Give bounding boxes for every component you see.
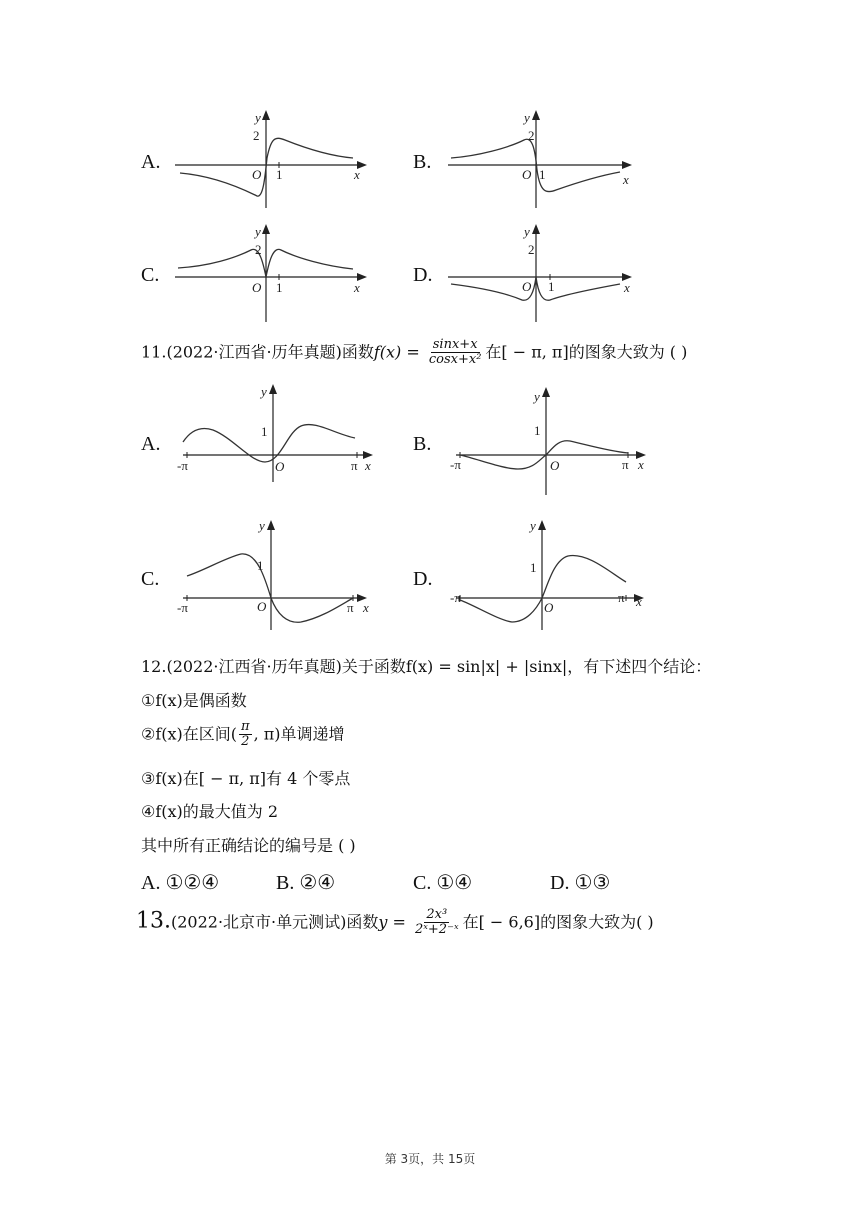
q11-option-d-letter[interactable]: D. <box>413 568 433 590</box>
q11-frac-num: sinx+x <box>432 337 478 352</box>
q10-option-a-letter[interactable]: A. <box>141 151 161 173</box>
q10-c-tick-y: 2 <box>255 242 262 257</box>
q12-source: (2022·江西省·历年真题) <box>166 657 342 676</box>
q10-graph-b <box>448 108 648 208</box>
q10-c-axis-x: x <box>354 280 360 295</box>
q12-choice-c[interactable]: C. ①④ <box>413 872 473 894</box>
q11-d-axis-y: y <box>530 518 536 533</box>
q11-a-axis-x: x <box>365 458 371 473</box>
q10-c-origin: O <box>252 280 262 295</box>
q13-frac-num: 2x³ <box>426 907 448 922</box>
q11-a-tick-y: 1 <box>261 424 268 439</box>
q11-d-curve <box>460 556 626 622</box>
q11-suffix: 在[ − π, π]的图象大致为 ( ) <box>485 342 688 362</box>
q12-statement-3: ③f(x)在[ − π, π]有 4 个零点 <box>141 769 351 788</box>
q11-a-origin: O <box>275 459 285 474</box>
q12-statement-1: ①f(x)是偶函数 <box>141 691 247 710</box>
q11-stem <box>141 338 687 368</box>
q12-stem-text: 关于函数f(x) = sin|x| + |sinx|，有下述四个结论： <box>341 657 712 676</box>
q11-c-axis-x: x <box>363 600 369 615</box>
q11-b-axis-x: x <box>638 457 644 472</box>
q11-c-axis-y: y <box>259 518 265 533</box>
q12-choice-d[interactable]: D. ①③ <box>550 872 611 894</box>
q10-a-tick-y: 2 <box>253 128 260 143</box>
q10-b-axis-y: y <box>524 110 530 125</box>
q10-b-tick-y: 2 <box>528 128 535 143</box>
q13-number: 13. <box>136 908 171 934</box>
q11-graph-a <box>175 382 385 482</box>
q10-graph-a <box>175 108 375 208</box>
page-footer: 第 3页，共 15页 <box>384 1152 476 1166</box>
q12-s2-fraction <box>239 720 252 750</box>
q13-frac-den: 2ˣ+2⁻ˣ <box>415 922 459 938</box>
q12-s2-den: 2 <box>241 734 250 750</box>
q11-d-right: π <box>618 590 625 605</box>
q11-b-right: π <box>622 457 629 472</box>
q12-ask: 其中所有正确结论的编号是 ( ) <box>141 836 356 855</box>
q11-a-axis-y: y <box>261 384 267 399</box>
q11-d-left: -π <box>450 590 461 605</box>
q11-option-a-letter[interactable]: A. <box>141 433 161 455</box>
q10-c-axis-y: y <box>255 224 261 239</box>
q10-d-axis-x: x <box>624 280 630 295</box>
q12-s2-num: π <box>241 719 250 734</box>
q11-b-left: -π <box>450 457 461 472</box>
q11-d-axis-x: x <box>636 594 642 609</box>
q11-option-b-letter[interactable]: B. <box>413 433 432 455</box>
q10-graph-c <box>175 222 375 322</box>
q11-c-left: -π <box>177 600 188 615</box>
q11-b-tick-y: 1 <box>534 423 541 438</box>
q10-d-origin: O <box>522 279 532 294</box>
q11-a-right: π <box>351 458 358 473</box>
q11-number: 11. <box>141 342 167 362</box>
q11-d-origin: O <box>544 600 554 615</box>
q10-a-tick-x: 1 <box>276 167 283 182</box>
q10-option-b-letter[interactable]: B. <box>413 151 432 173</box>
q11-fraction <box>427 338 484 368</box>
q10-d-axis-y: y <box>524 224 530 239</box>
q13-stem <box>136 908 654 938</box>
q12-stem <box>141 654 711 677</box>
q11-graph-d <box>448 518 658 630</box>
q11-a-left: -π <box>177 458 188 473</box>
q12-number: 12. <box>141 657 167 676</box>
q12-s2-post: , π)单调递增 <box>253 724 345 744</box>
q12-s2-pre: ②f(x)在区间( <box>141 724 238 744</box>
q11-c-right: π <box>347 600 354 615</box>
q10-a-axis-y: y <box>255 110 261 125</box>
q10-option-d-letter[interactable]: D. <box>413 264 433 286</box>
q12-statement-2 <box>141 720 345 750</box>
q10-d-tick-x: 1 <box>548 279 555 294</box>
q11-b-axis-y: y <box>534 389 540 404</box>
q11-option-c-letter[interactable]: C. <box>141 568 160 590</box>
q13-source: (2022·北京市·单元测试) <box>171 912 347 932</box>
q10-c-tick-x: 1 <box>276 280 283 295</box>
q10-d-tick-y: 2 <box>528 242 535 257</box>
q11-graph-c <box>175 518 385 630</box>
q11-func: f(x) = <box>373 342 420 362</box>
q13-func: y = <box>378 912 406 932</box>
q10-a-axis-x: x <box>354 167 360 182</box>
q10-option-c-letter[interactable]: C. <box>141 264 160 286</box>
q11-source: (2022·江西省·历年真题) <box>166 342 342 362</box>
q10-b-axis-x: x <box>623 172 629 187</box>
q13-suffix: 在[ − 6,6]的图象大致为( ) <box>462 912 654 932</box>
q12-statement-4: ④f(x)的最大值为 2 <box>141 802 279 821</box>
q13-prefix: 函数 <box>346 912 379 932</box>
q11-a-curve <box>183 425 355 462</box>
q12-choice-a[interactable]: A. ①②④ <box>141 872 220 894</box>
q12-choice-b[interactable]: B. ②④ <box>276 872 336 894</box>
q11-c-origin: O <box>257 599 267 614</box>
q11-c-curve <box>187 554 353 622</box>
q10-a-origin: O <box>252 167 262 182</box>
q10-b-tick-x: 1 <box>539 167 546 182</box>
q11-prefix: 函数 <box>341 342 374 362</box>
q11-frac-den: cosx+x² <box>428 352 482 368</box>
q10-graph-d <box>448 222 648 322</box>
q11-b-origin: O <box>550 458 560 473</box>
q13-fraction <box>413 908 461 938</box>
q11-graph-b <box>448 385 658 495</box>
q11-d-tick-y: 1 <box>530 560 537 575</box>
q11-c-tick-y: 1 <box>257 558 264 573</box>
q10-b-origin: O <box>522 167 532 182</box>
